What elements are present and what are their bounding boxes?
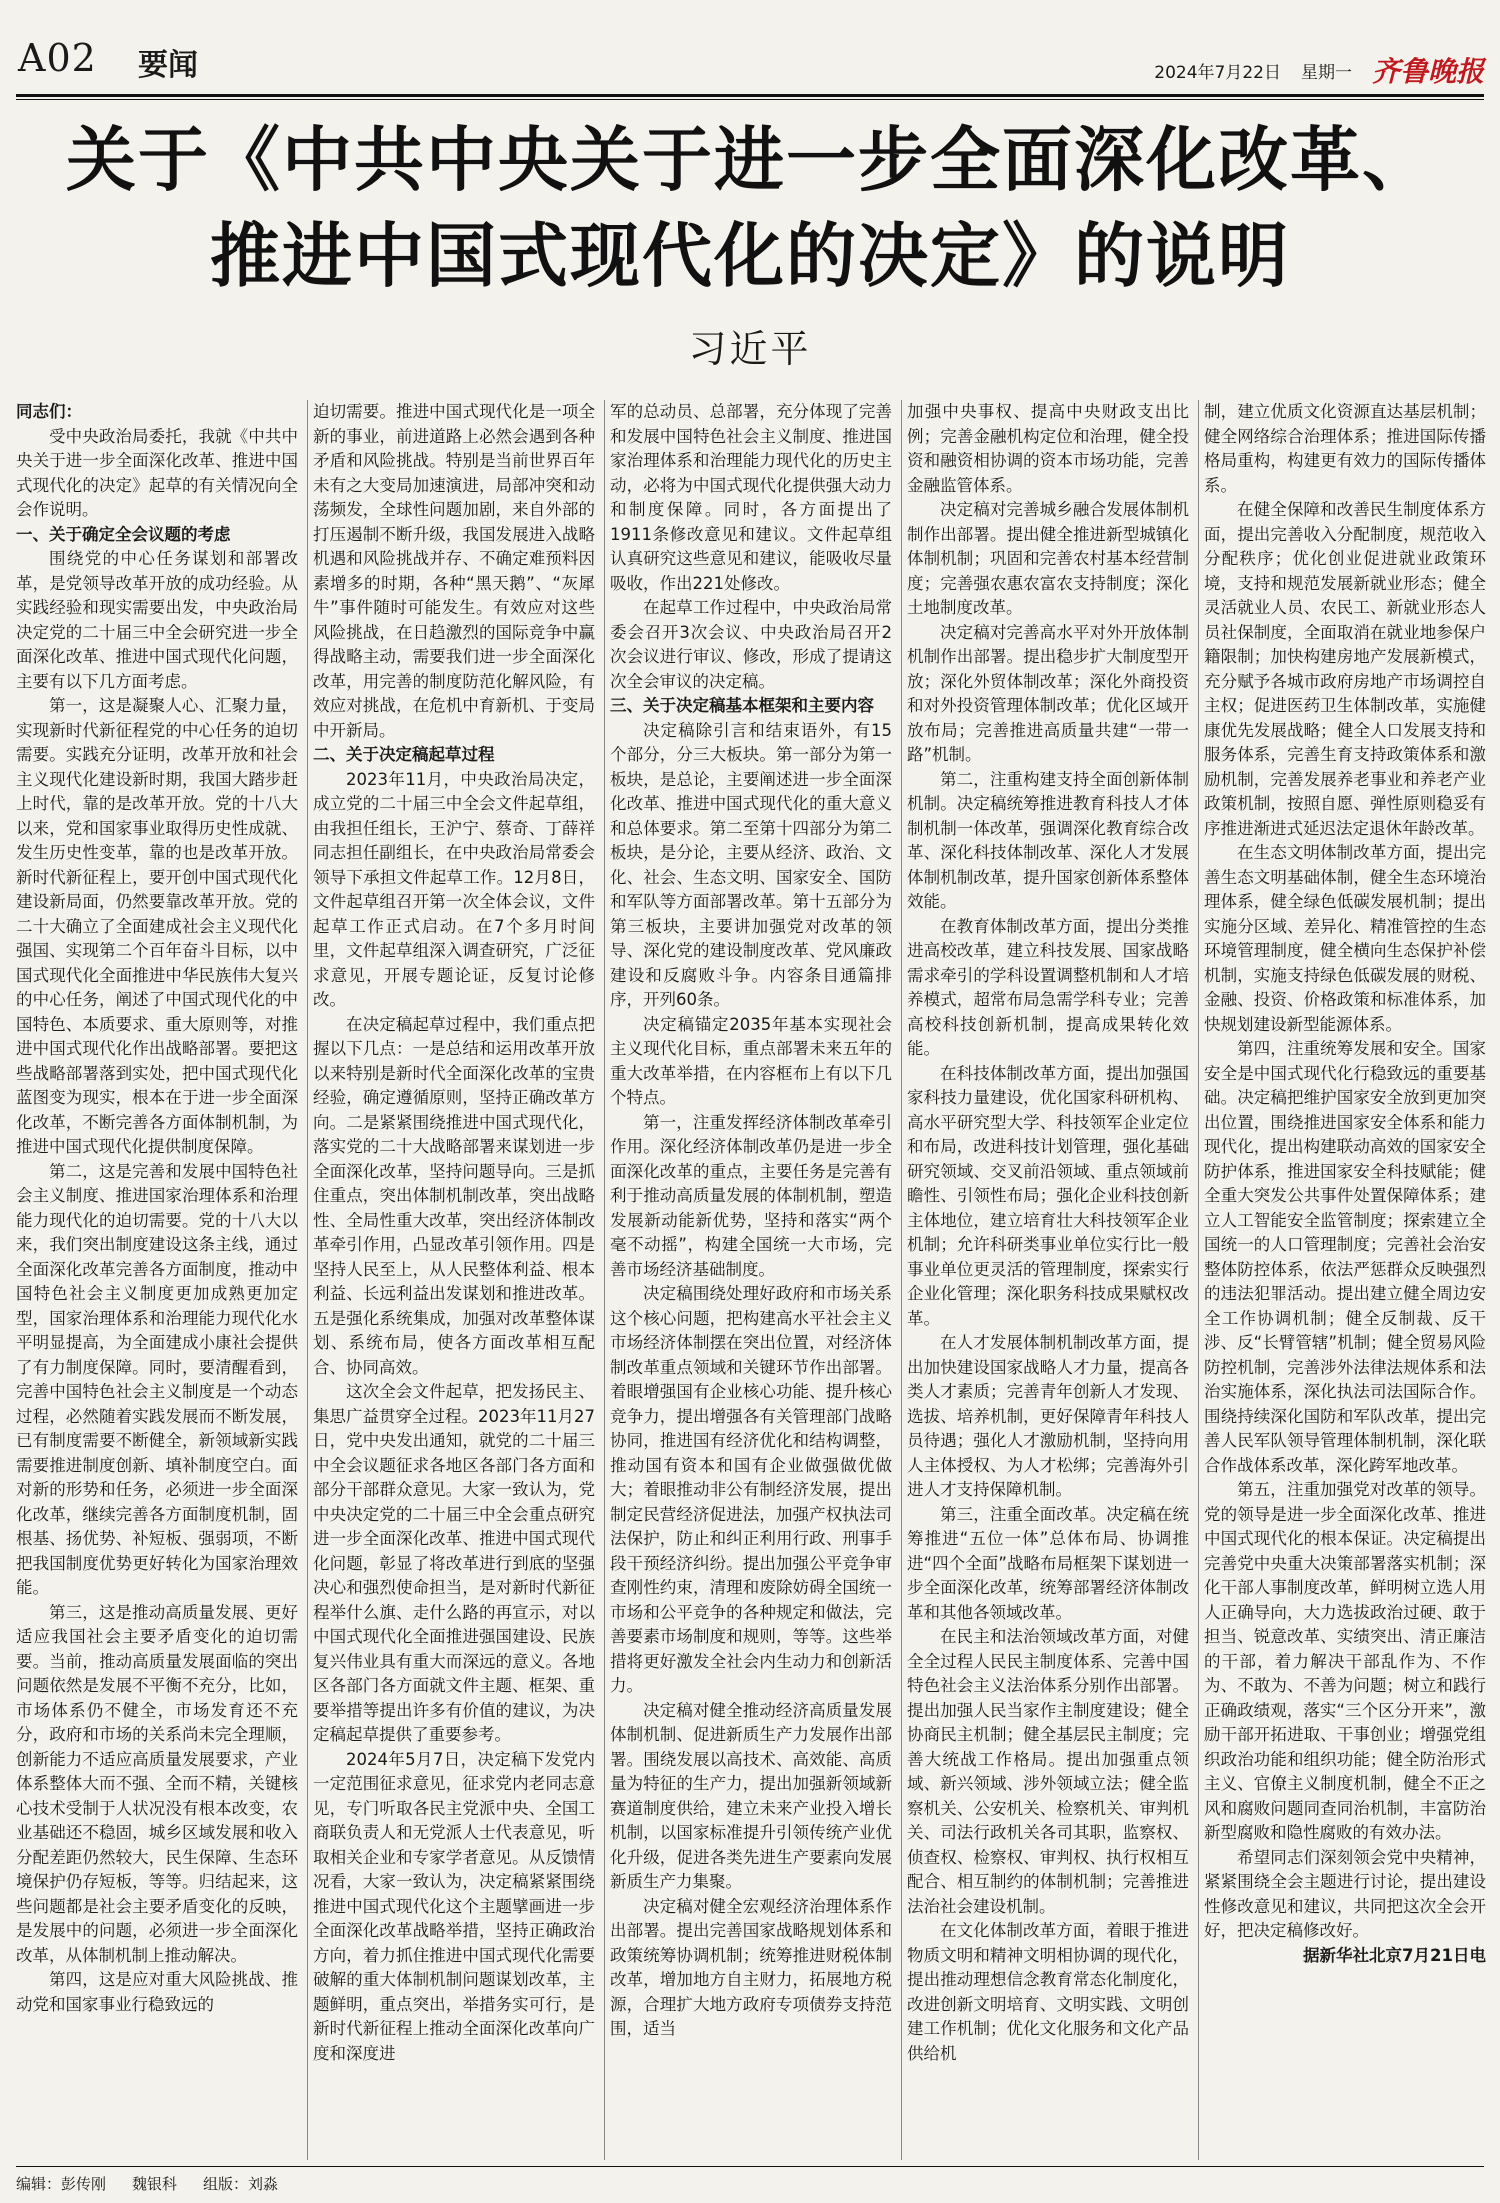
header-rule-thin — [16, 99, 1484, 100]
paragraph: 围绕党的中心任务谋划和部署改革，是党领导改革开放的成功经验。从实践经验和现实需要出发，中央政治局决定党的二十届三中全会研究进一步全面深化改革、推进中国式现代化问题，主要有以下几方面考虑。 — [16, 549, 298, 691]
masthead-logo: 齐鲁晚报 — [1371, 55, 1484, 88]
paragraph: 在决定稿起草过程中，我们重点把握以下几点：一是总结和运用改革开放以来特别是新时代全面深化改革的宝贵经验，确定遵循原则，坚持正确改革方向。二是紧紧围绕推进中国式现代化，落实党的二十大战略部署来谋划进一步全面深化改革，坚持问题导向。三是抓住重点，突出体制机制改革，突出战略性、全局性重大改革，突出经济体制改革牵引作用，凸显改革引领作用。四是坚持人民至上，从人民整体利益、根本利益、长远利益出发谋划和推进改革。五是强化系统集成，加强对改革整体谋划、系统布局，使各方面改革相互配合、协同高效。 — [313, 1014, 595, 1377]
column-3 — [610, 400, 892, 2160]
paragraph: 制，建立优质文化资源直达基层机制；健全网络综合治理体系；推进国际传播格局重构，构建更有效力的国际传播体系。 — [1204, 402, 1486, 495]
footer-editor-2: 魏银科 — [132, 2175, 178, 2193]
paragraph: 受中央政治局委托，我就《中共中央关于进一步全面深化改革、推进中国式现代化的决定》起草的有关情况向全会作说明。 — [16, 426, 298, 519]
paragraph: 第三，这是推动高质量发展、更好适应我国社会主要矛盾变化的迫切需要。当前，推动高质量发展面临的突出问题依然是发展不平衡不充分，比如，市场体系仍不健全，市场发育还不充分，政府和市场的关系尚未完全理顺，创新能力不适应高质量发展要求，产业体系整体大而不强、全而不精，关键核心技术受制于人状况没有根本改变，农业基础还不稳固，城乡区域发展和收入分配差距仍然较大，民生保障、生态环境保护仍存短板，等等。归结起来，这些问题都是社会主要矛盾变化的反映，是发展中的问题，必须进一步全面深化改革，从体制机制上推动解决。 — [16, 1602, 298, 1965]
paragraph: 决定稿对健全推动经济高质量发展体制机制、促进新质生产力发展作出部署。围绕发展以高技术、高效能、高质量为特征的生产力，提出加强新领域新赛道制度供给，建立未来产业投入增长机制，以国家标准提升引领传统产业优化升级，促进各类先进生产要素向发展新质生产力集聚。 — [610, 1700, 892, 1891]
paragraph: 军的总动员、总部署，充分体现了完善和发展中国特色社会主义制度、推进国家治理体系和治理能力现代化的历史主动，必将为中国式现代化提供强大动力和制度保障。同时，各方面提出了1911条修改意见和建议。文件起草组认真研究这些意见和建议，能吸收尽量吸收，作出221处修改。 — [610, 402, 892, 593]
column-1 — [16, 400, 298, 2160]
paragraph: 第二，这是完善和发展中国特色社会主义制度、推进国家治理体系和治理能力现代化的迫切需要。党的十八大以来，我们突出制度建设这条主线，通过全面深化改革完善各方面制度，推动中国特色社会主义制度更加成熟更加定型，国家治理体系和治理能力现代化水平明显提高，为全面建成小康社会提供了有力制度保障。同时，要清醒看到，完善中国特色社会主义制度是一个动态过程，必然随着实践发展而不断发展，已有制度需要不断健全，新领域新实践需要推进制度创新、填补制度空白。面对新的形势和任务，必须进一步全面深化改革，继续完善各方面制度机制，固根基、扬优势、补短板、强弱项，不断把我国制度优势更好转化为国家治理效能。 — [16, 1161, 298, 1597]
paragraph: 在文化体制改革方面，着眼于推进物质文明和精神文明相协调的现代化，提出推动理想信念教育常态化制度化，改进创新文明培育、文明实践、文明创建工作机制；优化文化服务和文化产品供给机 — [907, 1921, 1189, 2063]
dateline: 据新华社北京7月21日电 — [1303, 1945, 1486, 1965]
column-4 — [907, 400, 1189, 2160]
footer-editor: 编辑：彭传刚 — [16, 2175, 107, 2193]
page-footer — [16, 2166, 1484, 2203]
column-divider — [307, 400, 308, 2160]
section-heading: 三、关于决定稿基本框架和主要内容 — [610, 696, 874, 715]
paragraph: 迫切需要。推进中国式现代化是一项全新的事业，前进道路上必然会遇到各种矛盾和风险挑战。特别是当前世界百年未有之大变局加速演进，局部冲突和动荡频发，全球性问题加剧，来自外部的打压遏制不断升级，我国发展进入战略机遇和风险挑战并存、不确定难预料因素增多的时期，各种“黑天鹅”、“灰犀牛”事件随时可能发生。有效应对这些风险挑战，在日趋激烈的国际竞争中赢得战略主动，需要我们进一步全面深化改革，用完善的制度防范化解风险，有效应对挑战，在危机中育新机、于变局中开新局。 — [313, 402, 595, 740]
paragraph: 在教育体制改革方面，提出分类推进高校改革，建立科技发展、国家战略需求牵引的学科设置调整机制和人才培养模式，超常布局急需学科专业；完善高校科技创新机制，提高成果转化效能。 — [907, 916, 1189, 1058]
headline — [16, 112, 1484, 304]
section-heading: 一、关于确定全会议题的考虑 — [16, 524, 231, 544]
headline-line-1: 关于《中共中央关于进一步全面深化改革、 — [66, 118, 1434, 201]
paragraph: 在民主和法治领域改革方面，对健全全过程人民民主制度体系、完善中国特色社会主义法治体系分别作出部署。提出加强人民当家作主制度建设；健全协商民主机制；健全基层民主制度；完善大统战工作格局。提出加强重点领域、新兴领域、涉外领域立法；健全监察机关、公安机关、检察机关、审判机关、司法行政机关各司其职，监察权、侦查权、检察权、审判权、执行权相互配合、相互制约的体制机制；完善推进法治社会建设机制。 — [907, 1627, 1189, 1916]
paragraph: 第一，注重发挥经济体制改革牵引作用。深化经济体制改革仍是进一步全面深化改革的重点，主要任务是完善有利于推动高质量发展的体制机制，塑造发展新动能新优势，坚持和落实“两个毫不动摇”，构建全国统一大市场，完善市场经济基础制度。 — [610, 1112, 892, 1279]
column-divider — [604, 400, 605, 2160]
paragraph: 决定稿对完善城乡融合发展体制机制作出部署。提出健全推进新型城镇化体制机制；巩固和完善农村基本经营制度；完善强农惠农富农支持制度；深化土地制度改革。 — [907, 500, 1189, 617]
byline-author: 习近平 — [688, 327, 812, 371]
paragraph: 2024年5月7日，决定稿下发党内一定范围征求意见，征求党内老同志意见，专门听取各民主党派中央、全国工商联负责人和无党派人士代表意见，听取相关企业和专家学者意见。从反馈情况看，大家一致认为，决定稿紧紧围绕推进中国式现代化这个主题擘画进一步全面深化改革战略举措，坚持正确政治方向，着力抓住推进中国式现代化需要破解的重大体制机制问题谋划改革，主题鲜明，重点突出，举措务实可行，是新时代新征程上推动全面深化改革向广度和深度进 — [313, 1749, 595, 2063]
paragraph: 第四，这是应对重大风险挑战、推动党和国家事业行稳致远的 — [16, 1970, 298, 2014]
column-2 — [313, 400, 595, 2160]
column-5 — [1204, 400, 1486, 2160]
section-heading: 二、关于决定稿起草过程 — [313, 745, 495, 764]
paragraph: 在人才发展体制机制改革方面，提出加快建设国家战略人才力量，提高各类人才素质；完善青年创新人才发现、选拔、培养机制，更好保障青年科技人员待遇；强化人才激励机制，坚持向用人主体授权、为人才松绑；完善海外引进人才支持保障机制。 — [907, 1333, 1189, 1499]
paragraph: 决定稿除引言和结束语外，有15个部分，分三大板块。第一部分为第一板块，是总论，主要阐述进一步全面深化改革、推进中国式现代化的重大意义和总体要求。第二至第十四部分为第二板块，是分论，主要从经济、政治、文化、社会、生态文明、国家安全、国防和军队等方面部署改革。第十五部分为第三板块，主要讲加强党对改革的领导、深化党的建设制度改革、党风廉政建设和反腐败斗争。内容条目通篇排序，开列60条。 — [610, 720, 892, 1009]
paragraph: 2023年11月，中央政治局决定，成立党的二十届三中全会文件起草组，由我担任组长，王沪宁、蔡奇、丁薛祥同志担任副组长，在中央政治局常委会领导下承担文件起草工作。12月8日，文件起草组召开第一次全体会议，文件起草工作正式启动。在7个多月时间里，文件起草组深入调查研究，广泛征求意见，开展专题论证，反复讨论修改。 — [313, 769, 595, 1009]
header-rule — [16, 94, 1484, 97]
paragraph: 决定稿围绕处理好政府和市场关系这个核心问题，把构建高水平社会主义市场经济体制摆在突出位置，对经济体制改革重点领域和关键环节作出部署。着眼增强国有企业核心功能、提升核心竞争力，提出增强各有关管理部门战略协同，推进国有经济优化和结构调整，推动国有资本和国有企业做强做优做大；着眼推动非公有制经济发展，提出制定民营经济促进法，加强产权执法司法保护，防止和纠正利用行政、刑事手段干预经济纠纷。提出加强公平竞争审查刚性约束，清理和废除妨碍全国统一市场和公平竞争的各种规定和做法，完善要素市场制度和规则，等等。这些举措将更好激发全社会内生动力和创新活力。 — [610, 1284, 892, 1695]
column-divider — [901, 400, 902, 2160]
paragraph: 在生态文明体制改革方面，提出完善生态文明基础体制，健全生态环境治理体系，健全绿色低碳发展机制；提出实施分区域、差异化、精准管控的生态环境管理制度，健全横向生态保护补偿机制，实施支持绿色低碳发展的财税、金融、投资、价格政策和标准体系，加快规划建设新型能源体系。 — [1204, 843, 1486, 1034]
paragraph: 第四，注重统筹发展和安全。国家安全是中国式现代化行稳致远的重要基础。决定稿把维护国家安全放到更加突出位置，围绕推进国家安全体系和能力现代化，提出构建联动高效的国家安全防护体系，推进国家安全科技赋能；健全重大突发公共事件处置保障体系；建立人工智能安全监管制度；探索建立全国统一的人口管理制度；完善社会治安整体防控体系，依法严惩群众反映强烈的违法犯罪活动。提出建立健全周边安全工作协调机制；健全反制裁、反干涉、反“长臂管辖”机制；健全贸易风险防控机制，完善涉外法律法规体系和法治实施体系，深化执法司法国际合作。围绕持续深化国防和军队改革，提出完善人民军队领导管理体制机制，深化联合作战体系改革，深化跨军地改革。 — [1204, 1039, 1486, 1475]
article-body — [16, 400, 1484, 2160]
paragraph: 加强中央事权、提高中央财政支出比例；完善金融机构定位和治理，健全投资和融资相协调的资本市场功能，完善金融监管体系。 — [907, 402, 1189, 495]
paragraph: 决定稿对完善高水平对外开放体制机制作出部署。提出稳步扩大制度型开放；深化外贸体制改革；深化外商投资和对外投资管理体制改革；优化区域开放布局；完善推进高质量共建“一带一路”机制。 — [907, 622, 1189, 764]
section-name: 要闻 — [138, 48, 198, 83]
paragraph: 希望同志们深刻领会党中央精神，紧紧围绕全会主题进行讨论，提出建设性修改意见和建议，共同把这次全会开好，把决定稿修改好。 — [1204, 1847, 1486, 1940]
paragraph: 第二，注重构建支持全面创新体制机制。决定稿统筹推进教育科技人才体制机制一体改革，强调深化教育综合改革、深化科技体制改革、深化人才发展体制机制改革，提升国家创新体系整体效能。 — [907, 769, 1189, 911]
paragraph: 第五，注重加强党对改革的领导。党的领导是进一步全面深化改革、推进中国式现代化的根本保证。决定稿提出完善党中央重大决策部署落实机制；深化干部人事制度改革，鲜明树立选人用人正确导向，大力选拔政治过硬、敢于担当、锐意改革、实绩突出、清正廉洁的干部，着力解决干部乱作为、不作为、不敢为、不善为问题；树立和践行正确政绩观，落实“三个区分开来”，激励干部开拓进取、干事创业；增强党组织政治功能和组织功能；健全防治形式主义、官僚主义制度机制，健全不正之风和腐败问题同查同治机制，丰富防治新型腐败和隐性腐败的有效办法。 — [1204, 1480, 1486, 1842]
paragraph: 在起草工作过程中，中央政治局常委会召开3次会议、中央政治局召开2次会议进行审议、修改，形成了提请这次全会审议的决定稿。 — [610, 598, 892, 691]
page-header — [16, 30, 1484, 98]
headline-line-2: 推进中国式现代化的决定》的说明 — [210, 214, 1290, 297]
issue-date: 2024年7月22日 — [1154, 62, 1281, 83]
paragraph: 在健全保障和改善民生制度体系方面，提出完善收入分配制度，规范收入分配秩序；优化创业促进就业政策环境，支持和规范发展新就业形态；健全灵活就业人员、农民工、新就业形态人员社保制度，全面取消在就业地参保户籍限制；加快构建房地产发展新模式，充分赋予各城市政府房地产市场调控自主权；促进医药卫生体制改革，实施健康优先发展战略；健全人口发展支持和服务体系，完善生育支持政策体系和激励机制，完善发展养老事业和养老产业政策机制，按照自愿、弹性原则稳妥有序推进渐进式延迟法定退休年龄改革。 — [1204, 500, 1486, 838]
paragraph: 在科技体制改革方面，提出加强国家科技力量建设，优化国家科研机构、高水平研究型大学、科技领军企业定位和布局，改进科技计划管理，强化基础研究领域、交叉前沿领域、重点领域前瞻性、引领性布局；强化企业科技创新主体地位，建立培育壮大科技领军企业机制；允许科研类事业单位实行比一般事业单位更灵活的管理制度，探索实行企业化管理；深化职务科技成果赋权改革。 — [907, 1063, 1189, 1328]
paragraph: 这次全会文件起草，把发扬民主、集思广益贯穿全过程。2023年11月27日，党中央发出通知，就党的二十届三中全会议题征求各地区各部门各方面和部分干部群众意见。大家一致认为，党中央决定党的二十届三中全会重点研究进一步全面深化改革、推进中国式现代化问题，彰显了将改革进行到底的坚强决心和强烈使命担当，是对新时代新征程举什么旗、走什么路的再宣示，对以中国式现代化全面推进强国建设、民族复兴伟业具有重大而深远的意义。各地区各部门各方面就文件主题、框架、重要举措等提出许多有价值的建议，为决定稿起草提供了重要参考。 — [313, 1382, 595, 1744]
column-divider — [1198, 400, 1199, 2160]
paragraph: 第一，这是凝聚人心、汇聚力量，实现新时代新征程党的中心任务的迫切需要。实践充分证明，改革开放和社会主义现代化建设新时期，我国大踏步赶上时代，靠的是改革开放。党的十八大以来，党和国家事业取得历史性成就、发生历史性变革，靠的也是改革开放。新时代新征程上，要开创中国式现代化建设新局面，仍然要靠改革开放。党的二十大确立了全面建成社会主义现代化强国、实现第二个百年奋斗目标，以中国式现代化全面推进中华民族伟大复兴的中心任务，阐述了中国式现代化的中国特色、本质要求、重大原则等，对推进中国式现代化作出战略部署。要把这些战略部署落到实处，把中国式现代化蓝图变为现实，根本在于进一步全面深化改革，不断完善各方面体制机制，为推进中国式现代化提供制度保障。 — [16, 696, 298, 1156]
footer-layout: 组版：刘淼 — [203, 2175, 279, 2193]
header-meta — [1154, 50, 1484, 90]
page-number: A02 — [18, 36, 97, 80]
paragraph: 第三，注重全面改革。决定稿在统筹推进“五位一体”总体布局、协调推进“四个全面”战略布局框架下谋划进一步全面深化改革，统筹部署经济体制改革和其他各领域改革。 — [907, 1504, 1189, 1622]
paragraph: 决定稿对健全宏观经济治理体系作出部署。提出完善国家战略规划体系和政策统筹协调机制；统筹推进财税体制改革，增加地方自主财力，拓展地方税源，合理扩大地方政府专项债券支持范围，适当 — [610, 1896, 892, 2038]
paragraph: 决定稿锚定2035年基本实现社会主义现代化目标，重点部署未来五年的重大改革举措，在内容框布上有以下几个特点。 — [610, 1014, 892, 1107]
issue-weekday: 星期一 — [1300, 62, 1352, 83]
salutation: 同志们： — [16, 402, 82, 421]
